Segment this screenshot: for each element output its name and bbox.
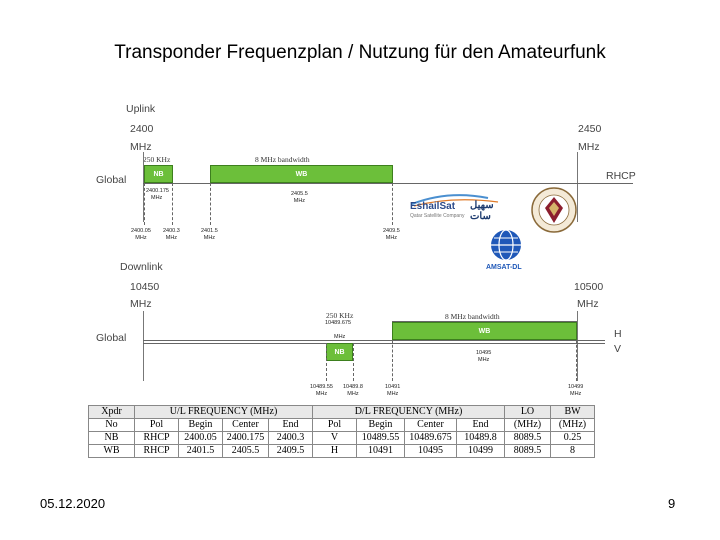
downlink-marker-nb-begin [326,343,327,381]
uplink-wb-center-unit: MHz [293,198,306,204]
uplink-wb-band: WB [210,165,393,183]
downlink-end-unit: MHz [577,298,599,310]
uplink-marker-nb-end [172,183,173,225]
table-cell: 10499 [457,445,505,458]
uplink-pol-label: RHCP [606,170,636,182]
table-cell: 2400.175 [223,432,269,445]
eshailsat-arabic: سهيل سات [470,200,494,222]
table-cell: 2405.5 [223,445,269,458]
uplink-tick-unit: MHz [385,235,398,241]
uplink-nb-width: 250 KHz [143,155,171,164]
table-subheader-cell: Center [405,419,457,432]
table-cell: 10491 [357,445,405,458]
downlink-start-line [143,311,144,381]
downlink-start-freq: 10450 [130,281,160,293]
table-header-cell: U/L FREQUENCY (MHz) [135,406,313,419]
downlink-diagram [0,255,720,405]
table-cell: 10489.55 [357,432,405,445]
downlink-heading: Downlink [120,261,163,273]
table-subheader-cell: (MHz) [551,419,595,432]
uplink-wb-width: 8 MHz bandwidth [255,155,310,164]
table-cell: 8089.5 [505,445,551,458]
downlink-tick-unit: MHz [386,391,399,397]
uplink-nb-band: NB [144,165,173,183]
downlink-end-freq: 10500 [574,281,604,293]
downlink-nb-width: 250 KHz [326,311,354,320]
table-subheader-cell: Center [223,419,269,432]
uplink-tick-unit: MHz [165,235,178,241]
uplink-end-unit: MHz [578,141,600,153]
eshailsat-name: EshailSat [410,201,456,212]
uplink-end-freq: 2450 [578,123,602,135]
table-header-cell: D/L FREQUENCY (MHz) [313,406,505,419]
table-row [89,432,595,445]
uplink-tick [163,228,180,242]
uplink-tick [201,228,218,242]
table-header-cell: LO [505,406,551,419]
downlink-tick-unit: MHz [347,391,359,397]
downlink-marker-wb-end [576,340,577,381]
slide-page-number: 9 [668,496,676,511]
table-subheader-cell: Begin [179,419,223,432]
downlink-tick-value: 10499 [568,384,584,390]
eshailsat-subtitle: Qatar Satellite Company [410,213,465,219]
uplink-tick [131,228,151,242]
downlink-marker-wb-begin [392,340,393,381]
uplink-tick-value: 2400.05 [131,228,151,234]
table-cell: 2409.5 [269,445,313,458]
table-subheader-cell: End [269,419,313,432]
slide-date: 05.12.2020 [40,496,106,511]
table-cell: 10489.8 [457,432,505,445]
amsat-name: AMSAT-DL [486,264,522,271]
uplink-nb-center-value: 2400.175 [146,188,169,194]
uplink-diagram [0,0,720,260]
table-subheader-cell: Begin [357,419,405,432]
downlink-tick-unit: MHz [315,391,328,397]
table-cell: 8 [551,445,595,458]
uplink-marker-wb-begin [210,183,211,225]
table-subheader-cell: End [457,419,505,432]
uplink-marker-nb-begin [144,183,145,225]
table-cell: 2400.05 [179,432,223,445]
uplink-tick-value: 2400.3 [163,228,180,234]
uplink-heading: Uplink [126,103,156,115]
downlink-end-line [577,311,578,381]
table-cell: 10495 [405,445,457,458]
table-header-row [89,406,595,419]
table-subheader-cell: No [89,419,135,432]
slide-title: Transponder Frequenzplan / Nutzung für den Amateurfunk [114,42,606,63]
downlink-wb-center-value: 10495 [476,350,492,356]
downlink-tick [343,384,363,398]
uplink-wb-center-value: 2405.5 [291,191,308,197]
transponder-table-wrap [88,405,595,458]
table-subheader-row [89,419,595,432]
downlink-wb-width: 8 MHz bandwidth [445,312,500,321]
qars-emblem-icon [530,184,578,236]
uplink-wb-center-label [291,191,308,205]
table-cell: RHCP [135,445,179,458]
qars-logo [530,184,578,236]
uplink-start-freq: 2400 [130,123,154,135]
transponder-table [88,405,595,458]
downlink-nb-band: NB [326,343,353,361]
table-header-cell: Xpdr [89,406,135,419]
table-subheader-cell: Pol [313,419,357,432]
downlink-pol-v: V [614,343,622,355]
downlink-tick-unit: MHz [569,391,582,397]
table-cell: V [313,432,357,445]
table-cell: WB [89,445,135,458]
downlink-h-baseline [143,340,605,341]
downlink-tick-value: 10489.55 [310,384,333,390]
uplink-tick-unit: MHz [203,235,216,241]
downlink-tick [385,384,400,398]
downlink-v-baseline [143,343,605,344]
uplink-global-label: Global [96,174,127,186]
downlink-tick [310,384,333,398]
downlink-start-unit: MHz [130,298,152,310]
uplink-tick [383,228,400,242]
uplink-tick-value: 2401.5 [201,228,218,234]
downlink-tick-value: 10491 [385,384,401,390]
downlink-nb-center-top-unit: MHz [334,334,346,340]
uplink-nb-center-unit: MHz [151,195,163,201]
downlink-global-label: Global [96,332,127,344]
downlink-wb-center-label [476,350,491,364]
downlink-pol-h: H [614,328,622,340]
table-cell: NB [89,432,135,445]
table-row [89,445,595,458]
table-cell: 2400.3 [269,432,313,445]
eshailsat-logo [408,192,514,222]
uplink-marker-wb-end [392,183,393,225]
table-subheader-cell: (MHz) [505,419,551,432]
downlink-wb-center-unit: MHz [477,357,490,363]
downlink-tick [568,384,583,398]
table-cell: 2401.5 [179,445,223,458]
table-cell: 0.25 [551,432,595,445]
table-header-cell: BW [551,406,595,419]
table-subheader-cell: Pol [135,419,179,432]
downlink-wb-band: WB [392,322,577,340]
uplink-tick-unit: MHz [135,235,147,241]
downlink-marker-nb-end [353,343,354,381]
uplink-start-unit: MHz [130,141,152,153]
table-cell: 10489.675 [405,432,457,445]
downlink-tick-value: 10489.8 [343,384,363,390]
uplink-nb-center-label [146,188,169,202]
table-cell: 8089.5 [505,432,551,445]
uplink-tick-value: 2409.5 [383,228,400,234]
table-cell: H [313,445,357,458]
downlink-nb-center-top: 10489.675 [325,320,351,326]
table-cell: RHCP [135,432,179,445]
